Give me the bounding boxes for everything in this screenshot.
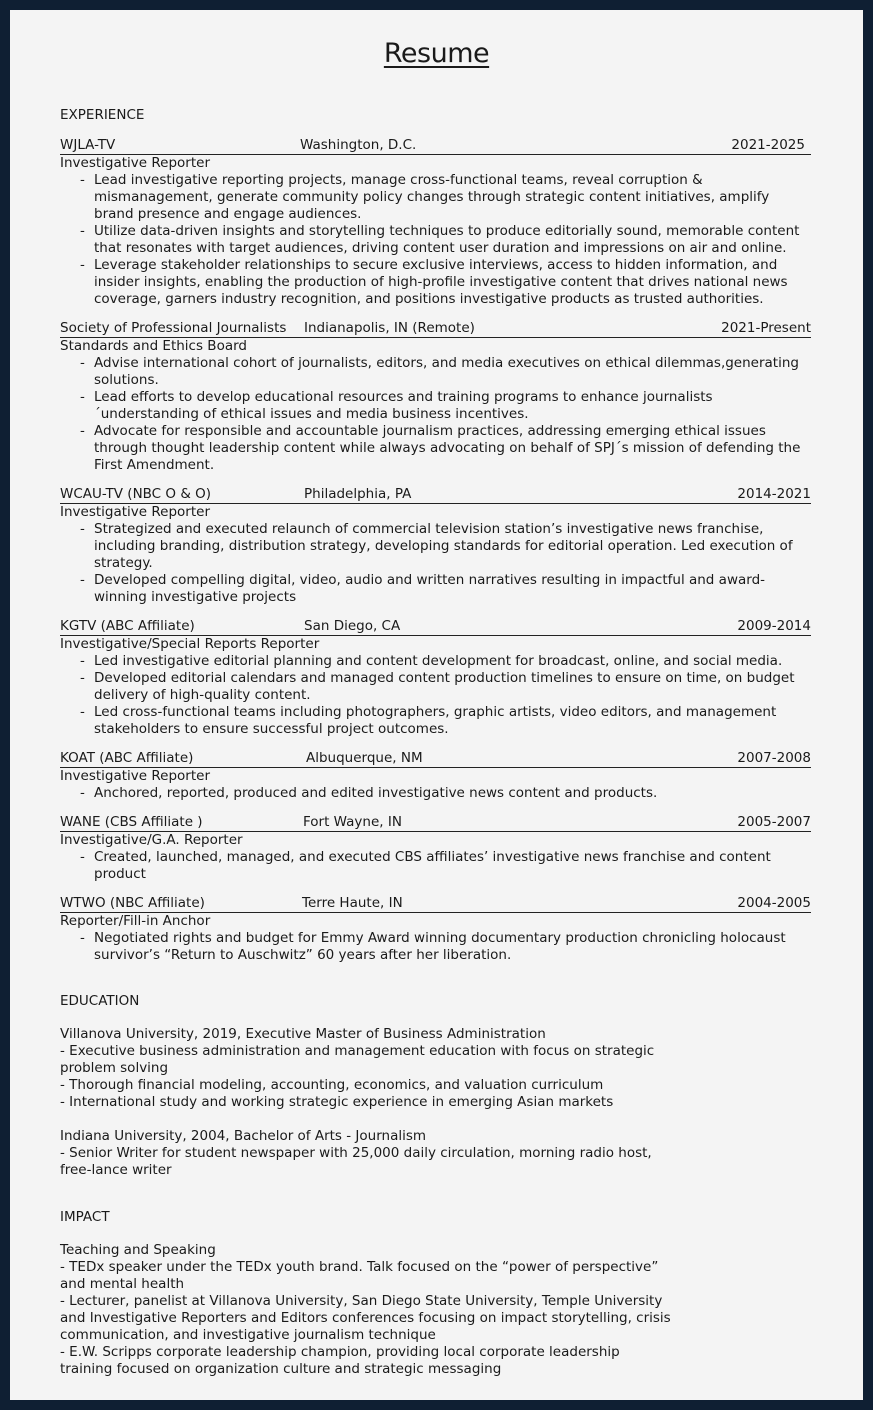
education-entry-title: Villanova University, 2019, Executive Master of Business Administration xyxy=(60,1026,546,1042)
bullet-item: - Developed editorial calendars and managed content production timelines to ensure on time, on budget delivery of high-quality content. xyxy=(80,670,813,704)
bullet-item: - Lead investigative reporting projects, manage cross-functional teams, reveal corruption & mismanagement, generate community policy changes through strategic content initiatives, amplify brand presence and engage audiences. xyxy=(80,172,813,223)
job-dates: 2005-2007 xyxy=(737,814,811,830)
spacer xyxy=(60,1111,813,1128)
experience-heading: EXPERIENCE xyxy=(60,107,145,123)
job-organization: Society of Professional Journalists xyxy=(60,320,287,336)
job-dates: 2014-2021 xyxy=(737,486,811,502)
job-dates: 2004-2005 xyxy=(737,895,811,911)
bullet-item: - Advise international cohort of journalists, editors, and media executives on ethical dilemmas,generating solutions. xyxy=(80,355,813,389)
job-header xyxy=(60,814,811,832)
job-dates: 2021-Present xyxy=(721,320,811,336)
job-organization: KGTV (ABC Affiliate) xyxy=(60,618,195,634)
job-header xyxy=(60,895,811,913)
job-role: Investigative Reporter xyxy=(60,768,210,784)
job-role: Investigative Reporter xyxy=(60,504,210,520)
job-entry xyxy=(60,486,813,606)
bullet-item: - Created, launched, managed, and executed CBS affiliates’ investigative news franchise and content product xyxy=(80,849,813,883)
bullet-item: - Developed compelling digital, video, audio and written narratives resulting in impactful and award-winning investigative projects xyxy=(80,572,813,606)
bullet-item: - Lead efforts to develop educational resources and training programs to enhance journalists´understanding of ethical issues and media business incentives. xyxy=(80,389,813,423)
job-entry xyxy=(60,814,813,883)
impact-detail: - TEDx speaker under the TEDx youth brand. Talk focused on the “power of perspective” and mental health xyxy=(60,1259,659,1292)
job-role: Investigative Reporter xyxy=(60,155,210,171)
job-entry xyxy=(60,750,813,802)
job-header xyxy=(60,137,811,155)
job-dates: 2009-2014 xyxy=(737,618,811,634)
bullet-item: - Leverage stakeholder relationships to secure exclusive interviews, access to hidden information, and insider insights, enabling the production of high-profile investigative content that drives national news coverage, garners industry recognition, and positions investigative products as trusted authorities. xyxy=(80,257,813,308)
education-detail: - Senior Writer for student newspaper with 25,000 daily circulation, morning radio host, free-lance writer xyxy=(60,1145,652,1178)
experience-section xyxy=(60,107,813,964)
job-entry xyxy=(60,618,813,738)
job-header xyxy=(60,750,811,768)
resume-page xyxy=(10,10,863,1400)
job-organization: WCAU-TV (NBC O & O) xyxy=(60,486,212,502)
job-header xyxy=(60,618,811,636)
page-title: Resume xyxy=(383,38,490,69)
job-role: Investigative/Special Reports Reporter xyxy=(60,636,320,652)
impact-detail: - E.W. Scripps corporate leadership champion, providing local corporate leadership training focused on organization culture and strategic messaging xyxy=(60,1344,620,1377)
job-organization: WTWO (NBC Affiliate) xyxy=(60,895,205,911)
job-dates: 2007-2008 xyxy=(737,750,811,766)
bullet-item: - Led cross-functional teams including photographers, graphic artists, video editors, and management stakeholders to ensure successful project outcomes. xyxy=(80,704,813,738)
bullet-item: - Utilize data-driven insights and storytelling techniques to produce editorially sound, memorable content that resonates with target audiences, driving content user duration and impressions on air and online. xyxy=(80,223,813,257)
job-entry xyxy=(60,137,813,308)
education-entry-title: Indiana University, 2004, Bachelor of Arts - Journalism xyxy=(60,1128,427,1144)
education-detail: - Executive business administration and management education with focus on strategic problem solving xyxy=(60,1043,655,1076)
job-header xyxy=(60,320,811,338)
job-location: Indianapolis, IN (Remote) xyxy=(304,320,475,336)
bullet-item: - Strategized and executed relaunch of commercial television station’s investigative news franchise, including branding, distribution strategy, developing standards for editorial operation. Led execution of strategy. xyxy=(80,521,813,572)
job-bullets xyxy=(60,172,813,308)
job-role: Reporter/Fill-in Anchor xyxy=(60,913,211,929)
education-detail: - Thorough financial modeling, accounting, economics, and valuation curriculum xyxy=(60,1077,604,1093)
impact-subtitle: Teaching and Speaking xyxy=(60,1242,216,1258)
job-organization: WANE (CBS Affiliate ) xyxy=(60,814,203,830)
bullet-item: - Advocate for responsible and accountable journalism practices, addressing emerging ethical issues through thought leadership content while always advocating on behalf of SPJ´s mission of defending the First Amendment. xyxy=(80,423,813,474)
spacer xyxy=(60,976,813,993)
job-bullets xyxy=(60,785,813,802)
job-bullets xyxy=(60,355,813,474)
job-bullets xyxy=(60,653,813,738)
bullet-item: - Anchored, reported, produced and edited investigative news content and products. xyxy=(80,785,813,802)
job-organization: WJLA-TV xyxy=(60,137,116,153)
job-location: San Diego, CA xyxy=(304,618,401,634)
job-bullets xyxy=(60,521,813,606)
education-heading: EDUCATION xyxy=(60,993,140,1009)
impact-detail: - Lecturer, panelist at Villanova University, San Diego State University, Temple University and Investigative Reporters and Editors conferences focusing on impact storytelling, crisis communication, and investigative journalism technique xyxy=(60,1293,671,1343)
job-entry xyxy=(60,895,813,964)
job-dates: 2021-2025 xyxy=(731,137,805,153)
job-location: Philadelphia, PA xyxy=(304,486,412,502)
job-bullets xyxy=(60,849,813,883)
job-role: Investigative/G.A. Reporter xyxy=(60,832,243,848)
job-bullets xyxy=(60,930,813,964)
bullet-item: - Led investigative editorial planning and content development for broadcast, online, and social media. xyxy=(80,653,813,670)
job-organization: KOAT (ABC Affiliate) xyxy=(60,750,194,766)
job-location: Fort Wayne, IN xyxy=(303,814,402,830)
education-section xyxy=(60,993,813,1179)
impact-section xyxy=(60,1209,813,1378)
job-entry xyxy=(60,320,813,474)
bullet-item: - Negotiated rights and budget for Emmy Award winning documentary production chronicling holocaust survivor’s “Return to Auschwitz” 60 years after her liberation. xyxy=(80,930,813,964)
job-role: Standards and Ethics Board xyxy=(60,338,247,354)
job-location: Washington, D.C. xyxy=(300,137,417,153)
job-header xyxy=(60,486,811,504)
job-location: Terre Haute, IN xyxy=(302,895,403,911)
job-location: Albuquerque, NM xyxy=(306,750,423,766)
spacer xyxy=(60,1179,813,1209)
education-detail: - International study and working strategic experience in emerging Asian markets xyxy=(60,1094,614,1110)
impact-heading: IMPACT xyxy=(60,1209,110,1225)
